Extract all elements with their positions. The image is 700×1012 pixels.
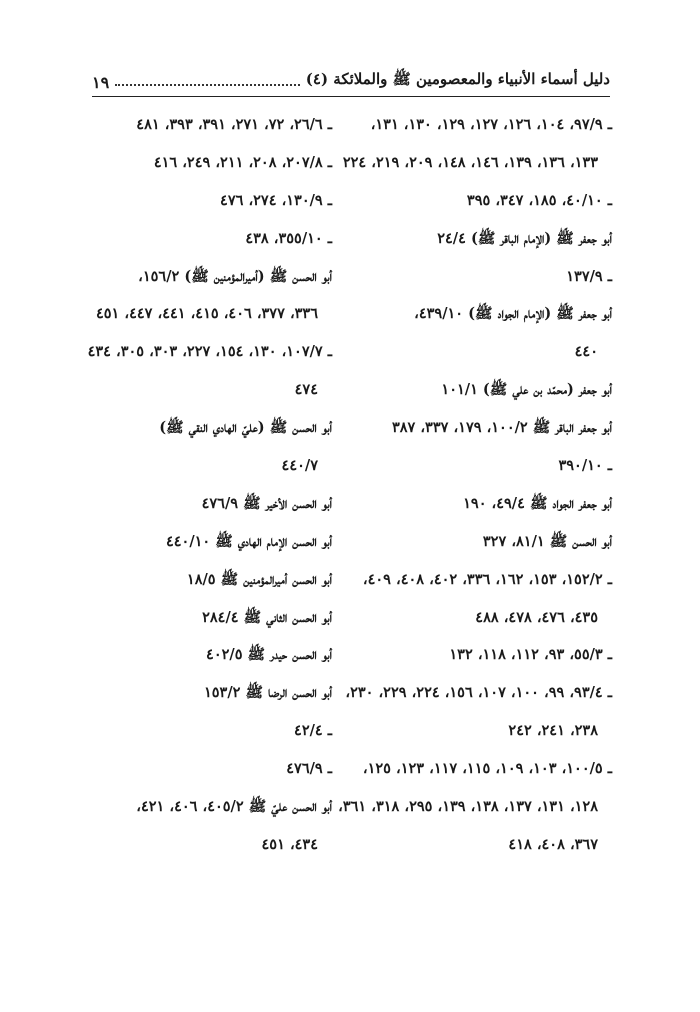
index-line: أبو الحسن الرضا ﷺ ١٥٣/٢ bbox=[203, 684, 332, 702]
index-line: ـ ١٣٠/٩، ٢٧٤، ٤٧٦ bbox=[220, 191, 332, 209]
index-line: أبو الحسن ﷺ ٨١/١، ٣٢٧ bbox=[482, 532, 612, 550]
header-leader-dots bbox=[115, 84, 300, 86]
index-line: أبو جعفر ﷺ (الإمام الجواد ﷺ) ٤٣٩/١٠، bbox=[414, 305, 612, 323]
index-line: ٢٣٨، ٢٤١، ٢٤٢ bbox=[508, 722, 598, 740]
index-line: ـ ٥٥/٣، ٩٣، ١١٢، ١١٨، ١٣٢ bbox=[449, 646, 612, 664]
index-column-right bbox=[338, 106, 612, 864]
index-line: أبو جعفر الجواد ﷺ ٤٩/٤، ١٩٠ bbox=[463, 494, 612, 512]
header-rule bbox=[92, 96, 610, 97]
index-line: ـ ٩٣/٤، ٩٩، ١٠٠، ١٠٧، ١٥٦، ٢٢٤، ٢٢٩، ٢٣٠، bbox=[345, 684, 612, 702]
page-number: ١٩ bbox=[92, 73, 110, 92]
index-line: ـ ٤٠/١٠، ١٨٥، ٣٤٧، ٣٩٥ bbox=[466, 191, 612, 209]
index-line: ـ ٣٥٥/١٠، ٤٣٨ bbox=[245, 229, 332, 247]
index-line: ٣٦٧، ٤٠٨، ٤١٨ bbox=[508, 835, 598, 853]
index-line: أبو جعفر (محمّد بن علي ﷺ) ١٠١/١ bbox=[441, 381, 612, 399]
index-line: ٤٤٠/٧ bbox=[281, 457, 318, 475]
index-line: ٤٤٠ bbox=[574, 343, 598, 361]
index-line: أبو جعفر ﷺ (الإمام الباقر ﷺ) ٢٤/٤ bbox=[437, 229, 612, 247]
index-line: أبو الحسن عليّ ﷺ ٤٠٥/٢، ٤٠٦، ٤٢١، bbox=[136, 798, 332, 816]
index-line: ـ ٣٩٠/١٠ bbox=[558, 457, 612, 475]
index-line: أبو الحسن الأخير ﷺ ٤٧٦/٩ bbox=[201, 494, 332, 512]
index-line: ٤٧٤ bbox=[294, 381, 318, 399]
index-line: أبو الحسن ﷺ (أميرالمؤمنين ﷺ) ١٥٦/٢، bbox=[138, 267, 332, 285]
index-line: أبو الحسن ﷺ (عليّ الهادي النقي ﷺ) bbox=[159, 419, 332, 437]
index-line: أبو الحسن حيدر ﷺ ٤٠٢/٥ bbox=[206, 646, 332, 664]
index-line: أبو الحسن الثاني ﷺ ٢٨٤/٤ bbox=[202, 608, 332, 626]
index-line: ٤٣٤، ٤٥١ bbox=[261, 835, 318, 853]
index-line: ـ ١٣٧/٩ bbox=[566, 267, 612, 285]
index-line: ـ ١٠٧/٧، ١٣٠، ١٥٤، ٢٢٧، ٣٠٣، ٣٠٥، ٤٣٤ bbox=[87, 343, 332, 361]
index-line: ١٢٨، ١٣١، ١٣٧، ١٣٨، ١٣٩، ٢٩٥، ٣١٨، ٣٦١، bbox=[338, 798, 598, 816]
index-line: ـ ٤٧٦/٩ bbox=[286, 760, 332, 778]
index-line: ـ ٩٧/٩، ١٠٤، ١٢٦، ١٢٧، ١٢٩، ١٣٠، ١٣١، bbox=[370, 116, 612, 133]
header-title: دليل أسماء الأنبياء والمعصومين ﷺ والملائكة (٤) bbox=[305, 70, 610, 88]
index-line: ـ ٤٢/٤ bbox=[294, 722, 332, 740]
index-line: ـ ٢٦/٦، ٧٢، ٢٧١، ٣٩١، ٣٩٣، ٤٨١ bbox=[136, 116, 332, 133]
index-line: أبو الحسن الإمام الهادي ﷺ ٤٤٠/١٠ bbox=[165, 532, 332, 550]
index-line: ٣٣٦، ٣٧٧، ٤٠٦، ٤١٥، ٤٤١، ٤٤٧، ٤٥١ bbox=[95, 305, 318, 323]
index-line: ٤٣٥، ٤٧٦، ٤٧٨، ٤٨٨ bbox=[475, 608, 598, 626]
index-line: ١٣٣، ١٣٦، ١٣٩، ١٤٦، ١٤٨، ٢٠٩، ٢١٩، ٢٢٤ bbox=[342, 153, 598, 171]
index-line: ـ ١٥٢/٢، ١٥٣، ١٦٢، ٣٣٦، ٤٠٢، ٤٠٨، ٤٠٩، bbox=[362, 570, 612, 588]
index-column-left bbox=[82, 106, 332, 864]
index-line: ـ ١٠٠/٥، ١٠٣، ١٠٩، ١١٥، ١١٧، ١٢٣، ١٢٥، bbox=[362, 760, 612, 778]
running-header bbox=[92, 62, 610, 92]
index-line: ـ ٢٠٧/٨، ٢٠٨، ٢١١، ٢٤٩، ٤١٦ bbox=[153, 153, 332, 171]
index-line: أبو جعفر الباقر ﷺ ١٠٠/٢، ١٧٩، ٣٣٧، ٣٨٧ bbox=[391, 419, 612, 437]
index-line: أبو الحسن أميرالمؤمنين ﷺ ١٨/٥ bbox=[186, 570, 332, 588]
